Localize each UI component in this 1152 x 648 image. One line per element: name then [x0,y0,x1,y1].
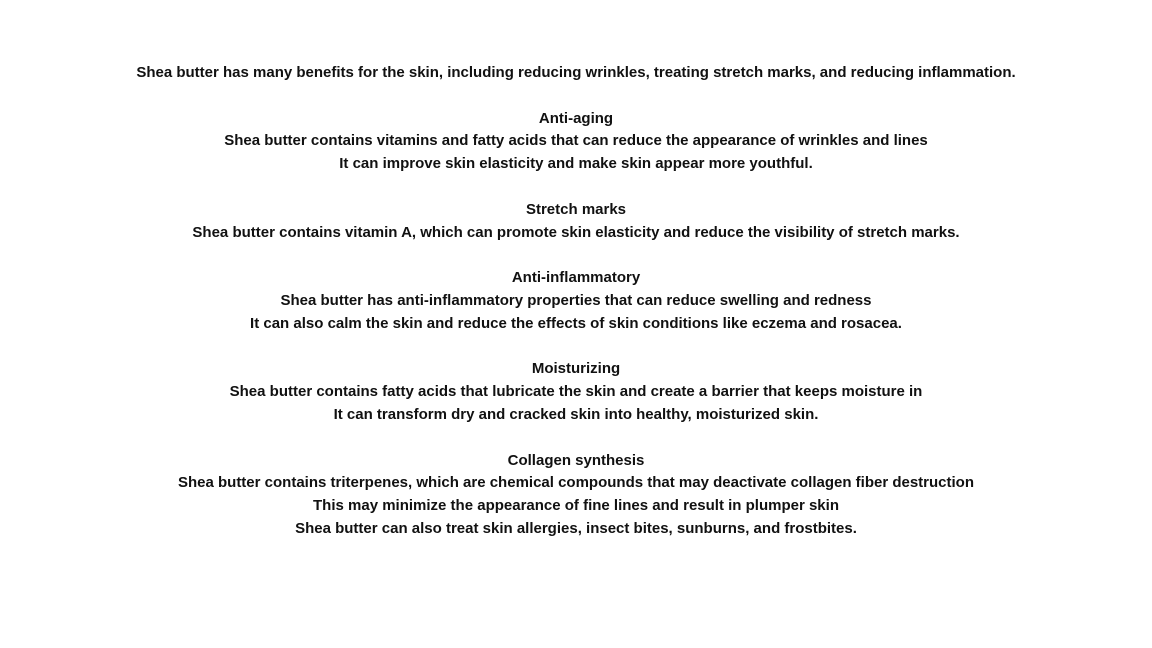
intro-paragraph [0,62,1152,85]
section-moisturizing [0,358,1152,426]
section-heading: Anti-inflammatory [511,269,641,287]
intro-line: Shea butter has many benefits for the skin, including reducing wrinkles, treating stretch marks, and reducing inflammation. [136,64,1016,81]
section-line: It can transform dry and cracked skin into healthy, moisturized skin. [333,405,819,423]
section-line: Shea butter can also treat skin allergies, insect bites, sunburns, and frostbites. [295,519,857,537]
section-line: Shea butter contains fatty acids that lubricate the skin and create a barrier that keeps moisture in [229,383,923,401]
section-line: It can also calm the skin and reduce the effects of skin conditions like eczema and rosacea. [250,314,902,332]
section-line: Shea butter has anti-inflammatory properties that can reduce swelling and redness [280,291,872,309]
section-line: Shea butter contains vitamin A, which can promote skin elasticity and reduce the visibility of stretch marks. [192,223,960,241]
section-stretch-marks [0,199,1152,245]
section-line: Shea butter contains vitamins and fatty acids that can reduce the appearance of wrinkles and lines [224,132,928,150]
section-collagen-synthesis [0,450,1152,541]
section-line: It can improve skin elasticity and make skin appear more youthful. [339,155,813,173]
section-line: Shea butter contains triterpenes, which are chemical compounds that may deactivate collagen fiber destruction [177,474,975,492]
section-line: This may minimize the appearance of fine lines and result in plumper skin [313,497,839,515]
section-anti-inflammatory [0,267,1152,335]
section-anti-aging [0,108,1152,176]
section-heading: Anti-aging [538,109,614,127]
section-heading: Moisturizing [531,360,621,378]
section-heading: Collagen synthesis [507,451,645,469]
section-heading: Stretch marks [525,200,627,218]
